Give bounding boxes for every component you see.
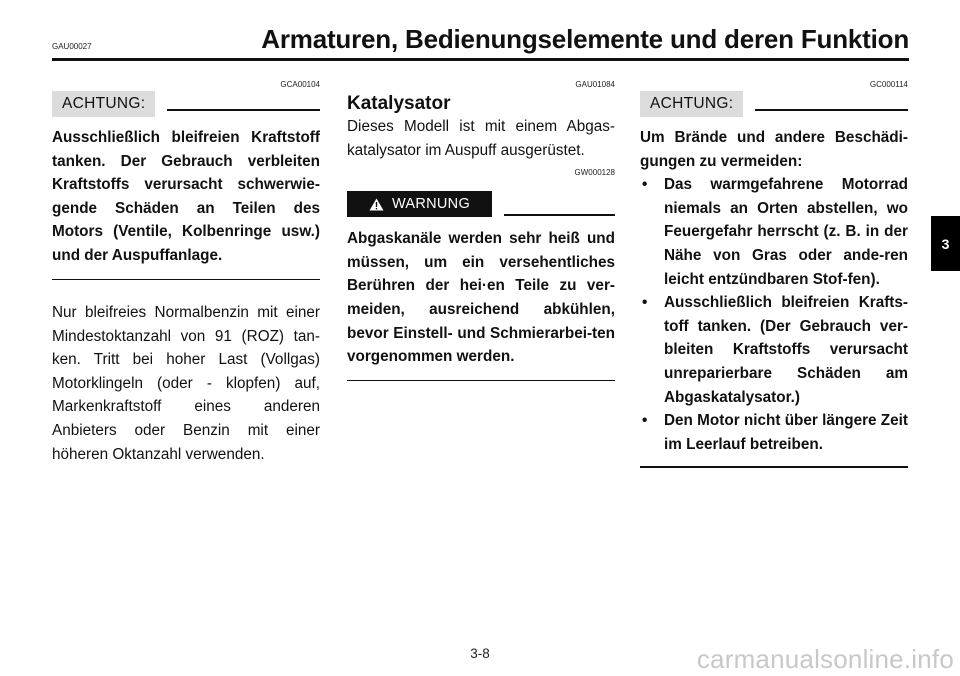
caution-list: [640, 173, 908, 456]
column-middle: [347, 80, 615, 381]
reference-code: GAU01084: [575, 80, 615, 89]
caution-header: [52, 91, 320, 117]
warning-box: [347, 191, 492, 217]
fuel-instructions: Nur bleifreies Normalbenzin mit einer Mindestoktanzahl von 91 (ROZ) tan-ken. Tritt bei hoher Last (Vollgas) Motorklingeln (oder - klopfen) auf, Markenkraftstoff eines anderen Anbieters oder Benzin mit einer höheren Oktanzahl verwenden.: [52, 304, 320, 463]
warning-code: GW000128: [574, 168, 615, 178]
warning-triangle-icon: [369, 198, 384, 211]
caution-header: [640, 91, 908, 117]
caution-line: [167, 109, 320, 111]
caution-label: ACHTUNG:: [640, 91, 743, 117]
page-number: 3-8: [470, 646, 490, 661]
caution-end-rule: [52, 279, 320, 281]
column-left: [52, 80, 320, 466]
watermark: carmanualsonline.info: [696, 644, 954, 674]
chapter-tab: 3: [931, 216, 960, 271]
caution-text: Ausschließlich bleifreien Kraftstoff tanken. Der Gebrauch verbleiten Kraftstoffs verursacht schwerwie-gende Schäden an Teilen des Motors (Ventile, Kolbenringe usw.) und der Auspuffanlage.: [52, 129, 320, 264]
column-right: [640, 80, 908, 468]
katalysator-text: Dieses Modell ist mit einem Abgas-katalysator im Auspuff ausgerüstet.: [347, 118, 615, 159]
list-item: • Ausschließlich bleifreien Krafts-toff tanken. (Der Gebrauch ver-bleiten Kraftstoffs verursacht unreparierbare Schäden am Abgaskatalysator.): [640, 291, 908, 409]
header-rule: [52, 58, 909, 61]
warning-end-rule: [347, 380, 615, 382]
caution-line: [755, 109, 908, 111]
caution-intro: Um Brände und andere Beschädi-gungen zu vermeiden:: [640, 129, 908, 170]
reference-code: GC000114: [869, 80, 908, 89]
warning-line: [504, 214, 615, 216]
caution-end-rule: [640, 466, 908, 468]
section-title-katalysator: Katalysator: [347, 93, 451, 114]
reference-code: GCA00104: [280, 80, 320, 89]
caution-label: ACHTUNG:: [52, 91, 155, 117]
list-item: • Das warmgefahrene Motorrad niemals an Orten abstellen, wo Feuergefahr herrscht (z. B. in der Nähe von Gras oder ande-ren leicht entzündbaren Stof-fen).: [640, 173, 908, 291]
list-item: • Den Motor nicht über längere Zeit im Leerlauf betreiben.: [640, 409, 908, 456]
page-title: Armaturen, Bedienungselemente und deren Funktion: [261, 24, 909, 54]
warning-text: Abgaskanäle werden sehr heiß und müssen, um ein versehentliches Berühren der hei·en Teile zu ver-meiden, ausreichend abkühlen, bevor Einstell- und Schmierarbei-ten vorgenommen werden.: [347, 230, 615, 366]
warning-label: WARNUNG: [391, 196, 471, 213]
header-code: GAU00027: [52, 42, 92, 51]
warning-header: [347, 191, 615, 217]
